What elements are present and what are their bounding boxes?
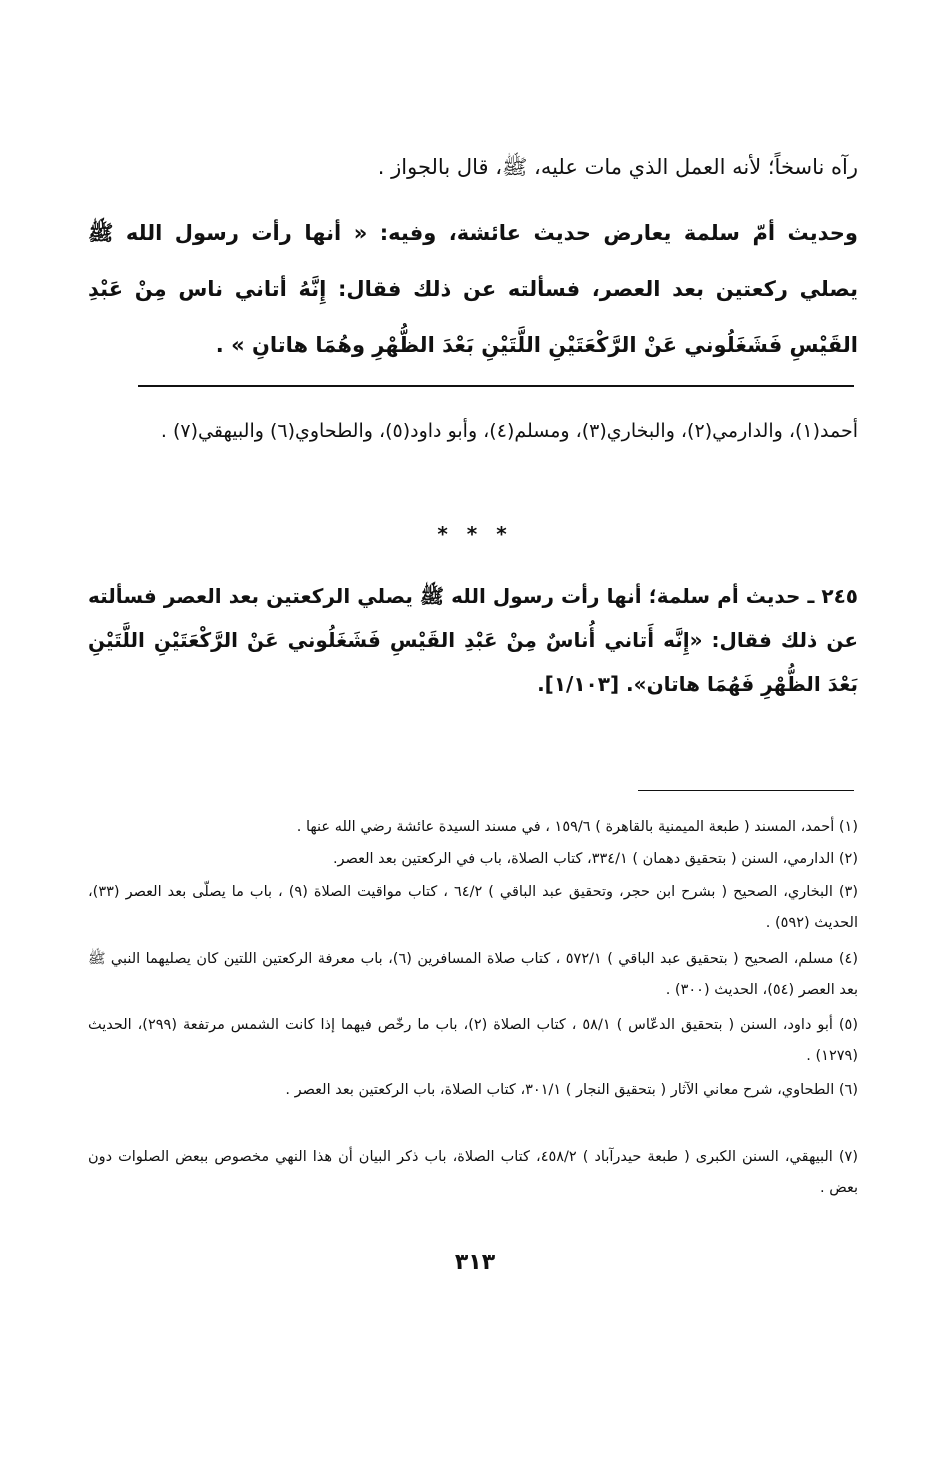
- sources-note: أحمد(١)، والدارمي(٢)، والبخاري(٣)، ومسلم(٤)، وأبو داود(٥)، والطحاوي(٦) والبيهقي(٧) .: [160, 420, 858, 442]
- asterisk-separator: * * *: [437, 522, 513, 546]
- hadith-245-entry: ٢٤٥ ـ حديث أم سلمة؛ أنها رأت رسول الله ﷺ يصلي الركعتين بعد العصر فسألته عن ذلك فقال: «إِنَّه أَتاني أُناسٌ مِنْ عَبْدِ القَيْسِ فَشَغَلُوني عَنْ الرَّكْعَتَيْنِ اللَّتَيْنِ بَعْدَ الظُّهْرِ فَهُمَا هاتان». [١/١٠٣].: [88, 584, 858, 696]
- footnote-divider: [638, 790, 854, 791]
- footnote-6: (٦) الطحاوي، شرح معاني الآثار ( بتحقيق النجار ) ٣٠١/١، كتاب الصلاة، باب الركعتين بعد العصر .: [285, 1082, 858, 1098]
- page-number: ٣١٣: [454, 1250, 496, 1275]
- umm-salama-quote-paragraph: وحديث أمّ سلمة يعارض حديث عائشة، وفيه: « أنها رأت رسول الله ﷺ يصلي ركعتين بعد العصر، فسألته عن ذلك فقال: إِنَّهُ أتاني ناس مِنْ عَبْدِ القَيْسِ فَشَغَلُوني عَنْ الرَّكْعَتَيْنِ اللَّتَيْنِ بَعْدَ الظُّهْرِ وهُمَا هاتانِ » .: [88, 221, 858, 357]
- footnote-5: (٥) أبو داود، السنن ( بتحقيق الدعّاس ) ٥٨/١ ، كتاب الصلاة (٢)، باب ما رخّص فيهما إذا كانت الشمس مرتفعة (٢٩٩)، الحديث (١٢٧٩) .: [88, 1017, 858, 1064]
- footnote-3: (٣) البخاري، الصحيح ( بشرح ابن حجر، وتحقيق عبد الباقي ) ٦٤/٢ ، كتاب مواقيت الصلاة (٩) ، باب ما يصلّى بعد العصر (٣٣)، الحديث (٥٩٢) .: [88, 884, 859, 931]
- footnote-1: (١) أحمد، المسند ( طبعة الميمنية بالقاهرة ) ١٥٩/٦ ، في مسند السيدة عائشة رضي الله عنها .: [296, 819, 858, 835]
- footnote-4: (٤) مسلم، الصحيح ( بتحقيق عبد الباقي ) ٥٧٢/١ ، كتاب صلاة المسافرين (٦)، باب معرفة الركعتين اللتين كان يصليهما النبي ﷺ بعد العصر (٥٤)، الحديث (٣٠٠) .: [88, 951, 858, 998]
- section-divider: [138, 385, 854, 387]
- footnote-2: (٢) الدارمي، السنن ( بتحقيق دهمان ) ٣٣٤/١، كتاب الصلاة، باب في الركعتين بعد العصر.: [332, 851, 858, 867]
- opening-line: رآه ناسخاً؛ لأنه العمل الذي مات عليه، ﷺ، قال بالجواز .: [377, 155, 858, 179]
- footnote-7: (٧) البيهقي، السنن الكبرى ( طبعة حيدرآباد ) ٤٥٨/٢، كتاب الصلاة، باب ذكر البيان أن هذا النهي مخصوص ببعض الصلوات دون بعض .: [88, 1149, 858, 1196]
